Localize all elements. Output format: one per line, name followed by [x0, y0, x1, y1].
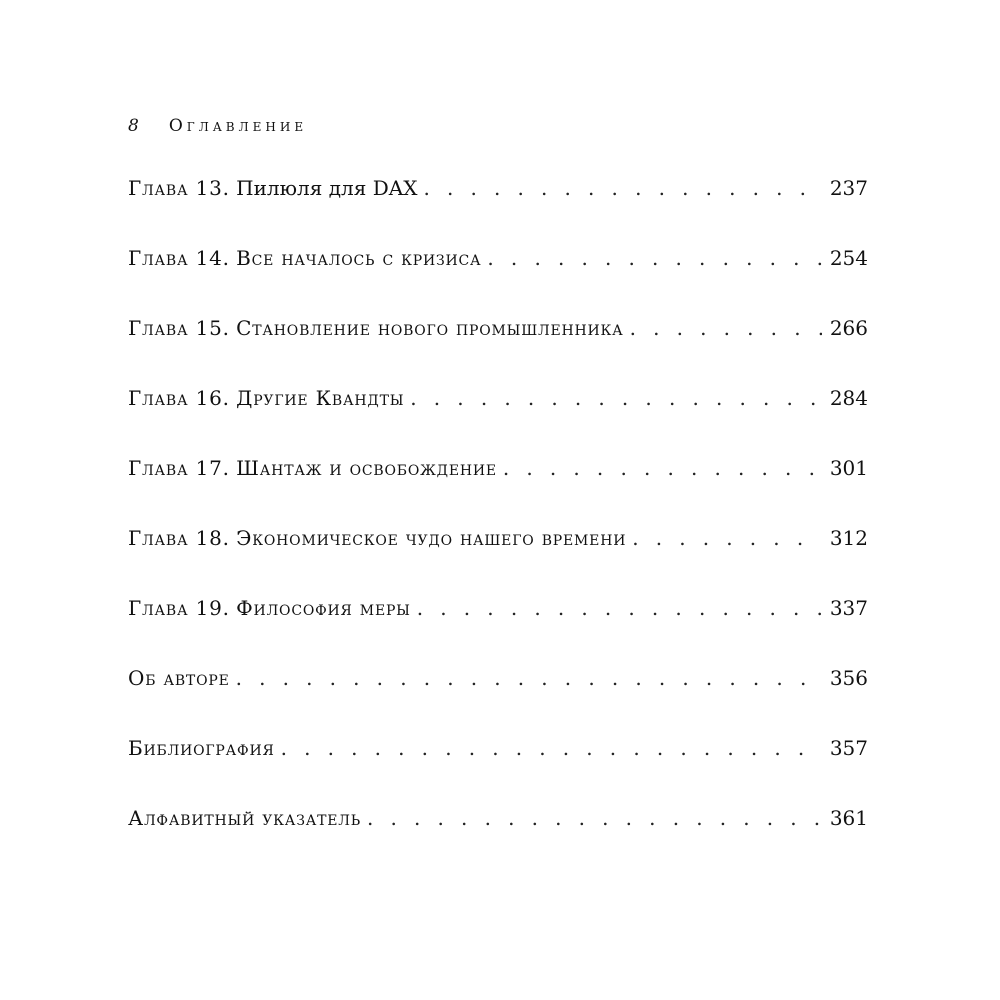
toc-page-number: 266	[829, 316, 868, 340]
toc-entry-bibliography	[128, 734, 868, 804]
section-title: Об авторе	[128, 666, 230, 690]
toc-entry-chapter-14	[128, 244, 868, 314]
toc-entry-title	[128, 244, 481, 272]
chapter-number: Глава 16.	[128, 386, 230, 410]
toc-entry-title	[128, 314, 624, 342]
toc-entry-title	[128, 524, 626, 552]
chapter-title: Экономическое чудо нашего времени	[236, 526, 627, 550]
chapter-title: Все началось с кризиса	[236, 246, 482, 270]
toc-entry-title	[128, 664, 230, 692]
toc-entry-chapter-15	[128, 314, 868, 384]
chapter-number: Глава 18.	[128, 526, 230, 550]
toc-entry-about-author	[128, 664, 868, 734]
toc-page-number: 284	[829, 386, 868, 410]
chapter-number: Глава 19.	[128, 596, 230, 620]
toc-entry-chapter-17	[128, 454, 868, 524]
dot-leader	[632, 524, 822, 552]
toc-entry-title	[128, 454, 497, 482]
dot-leader	[423, 174, 821, 202]
toc-page-number: 356	[829, 666, 868, 690]
chapter-number: Глава 13.	[128, 176, 230, 200]
chapter-title: Философия меры	[236, 596, 411, 620]
toc-entry-title	[128, 804, 361, 832]
toc-entry-title	[128, 594, 411, 622]
section-title: Библиография	[128, 736, 275, 760]
page-number: 8	[128, 116, 139, 136]
dot-leader	[630, 314, 822, 342]
toc-entry-chapter-13	[128, 174, 868, 244]
chapter-title: Пилюля для DAX	[236, 176, 418, 200]
dot-leader	[417, 594, 822, 622]
running-head	[128, 114, 307, 138]
toc-entry-title	[128, 174, 417, 202]
dot-leader	[487, 244, 821, 272]
toc-entry-chapter-18	[128, 524, 868, 594]
toc-entry-title	[128, 734, 275, 762]
toc-entry-chapter-19	[128, 594, 868, 664]
toc-page-number: 254	[829, 246, 868, 270]
toc-page-number: 357	[829, 736, 868, 760]
chapter-number: Глава 17.	[128, 456, 230, 480]
dot-leader	[503, 454, 822, 482]
dot-leader	[281, 734, 822, 762]
running-title: Оглавление	[168, 116, 308, 136]
dot-leader	[236, 664, 822, 692]
section-title: Алфавитный указатель	[128, 806, 361, 830]
chapter-title: Другие Квандты	[236, 386, 405, 410]
dot-leader	[410, 384, 822, 412]
chapter-title: Становление нового промышленника	[236, 316, 624, 340]
chapter-number: Глава 14.	[128, 246, 230, 270]
table-of-contents	[128, 174, 868, 874]
toc-page-number: 237	[829, 176, 868, 200]
toc-page-number: 337	[829, 596, 868, 620]
dot-leader	[367, 804, 822, 832]
toc-page-number: 301	[829, 456, 868, 480]
toc-page-number: 312	[829, 526, 868, 550]
toc-entry-title	[128, 384, 404, 412]
chapter-number: Глава 15.	[128, 316, 230, 340]
toc-entry-chapter-16	[128, 384, 868, 454]
chapter-title: Шантаж и освобождение	[236, 456, 497, 480]
toc-page-number: 361	[829, 806, 868, 830]
toc-entry-index	[128, 804, 868, 874]
